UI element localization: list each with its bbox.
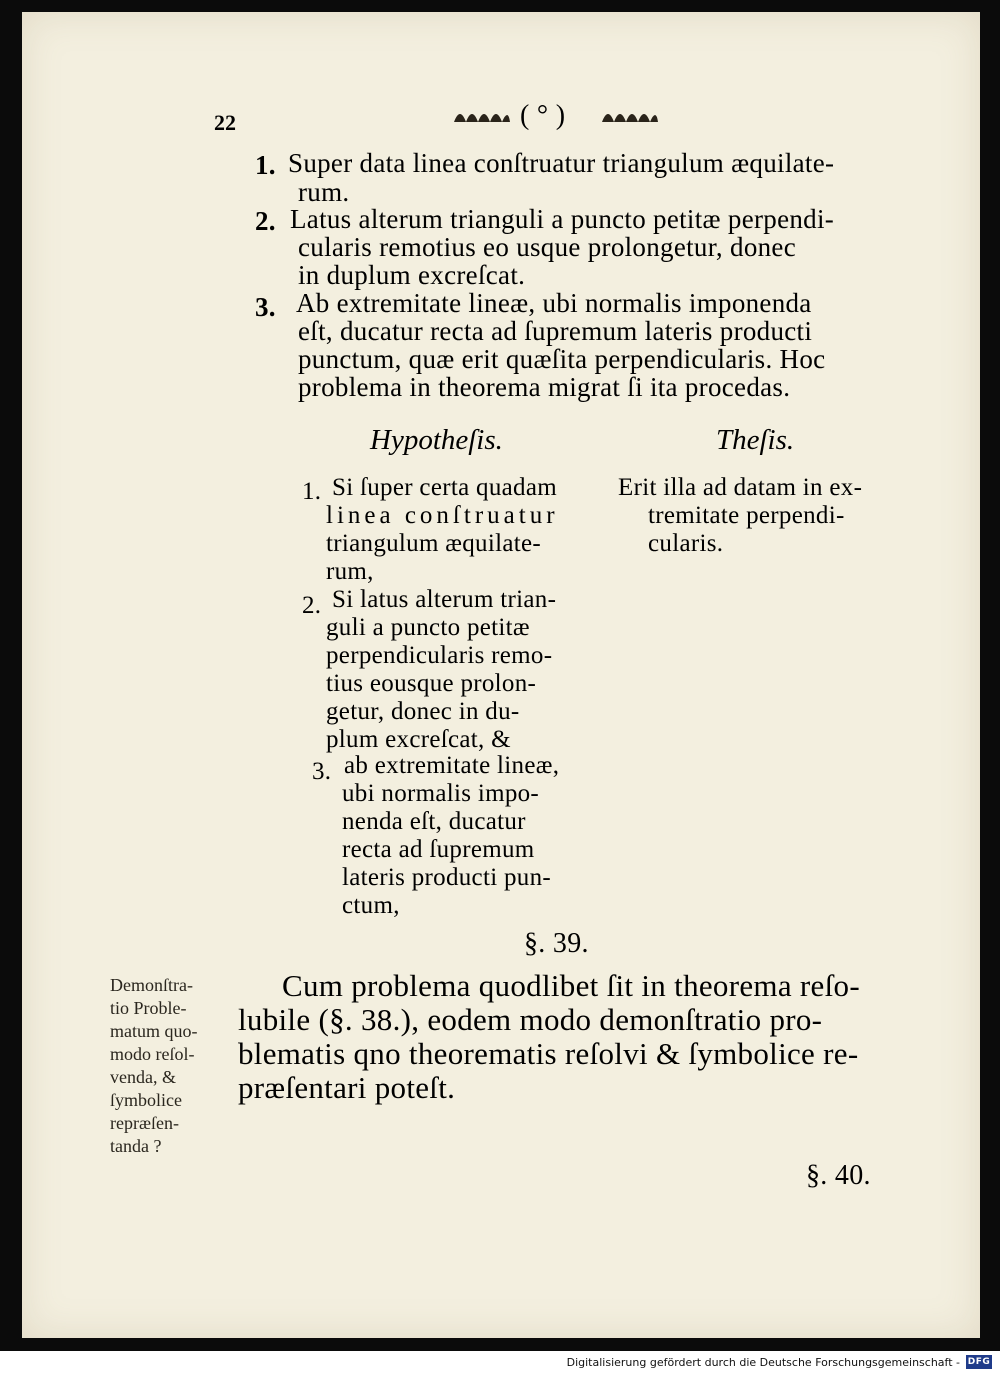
ornament-right — [600, 104, 660, 126]
margin-note-line-3: matum quo- — [110, 1021, 198, 1041]
hypothesis-3-number: 3. — [312, 758, 332, 785]
step-3-line-3: punctum, quæ erit quæſita perpendicularis. Hoc — [298, 344, 826, 374]
hypothesis-2-line-2: guli a puncto petitæ — [326, 614, 530, 641]
step-2-number: 2. — [255, 206, 276, 236]
step-1-number: 1. — [255, 150, 276, 180]
step-2-line-1: Latus alterum trianguli a puncto petitæ perpendi- — [290, 204, 835, 234]
hypothesis-1-line-2: linea conſtruatur — [326, 502, 559, 529]
margin-note-line-5: venda, & — [110, 1067, 176, 1087]
thesis-line-3: cularis. — [648, 530, 724, 557]
hypothesis-2-line-4: tius eousque prolon- — [326, 670, 537, 697]
hypothesis-3-line-5: lateris producti pun- — [342, 864, 552, 891]
hypothesis-1-line-4: rum, — [326, 558, 374, 585]
step-3-line-2: eſt, ducatur recta ad ſupremum lateris producti — [298, 316, 813, 346]
thesis-line-1: Erit illa ad datam in ex- — [618, 474, 863, 501]
step-1-line-1: Super data linea conſtruatur triangulum æquilate- — [288, 148, 835, 178]
hypothesis-2-line-1: Si latus alterum trian- — [332, 586, 557, 613]
paragraph-39-line-2: lubile (§. 38.), eodem modo demonſtratio pro- — [238, 1002, 823, 1037]
thesis-line-2: tremitate perpendi- — [648, 502, 845, 529]
header-center-mark: ( ° ) — [520, 100, 566, 131]
paragraph-39-line-1: Cum problema quodlibet ſit in theorema reſo- — [282, 968, 860, 1003]
margin-note-line-1: Demonſtra- — [110, 975, 193, 995]
hypothesis-2-line-6: plum excreſcat, & — [326, 726, 511, 753]
hypothesis-3-line-3: nenda eſt, ducatur — [342, 808, 526, 835]
step-3-number: 3. — [255, 292, 276, 322]
section-40-catchword: §. 40. — [806, 1160, 871, 1191]
hypothesis-heading: Hypotheſis. — [370, 424, 503, 456]
step-1-line-2: rum. — [298, 177, 350, 207]
paragraph-39-line-4: præſentari poteſt. — [238, 1070, 456, 1105]
hypothesis-3-line-6: ctum, — [342, 892, 400, 919]
hypothesis-3-line-1: ab extremitate lineæ, — [344, 752, 560, 779]
step-3-line-1: Ab extremitate lineæ, ubi normalis imponenda — [296, 288, 812, 318]
margin-note-line-7: repræſen- — [110, 1113, 179, 1133]
margin-note-line-2: tio Proble- — [110, 998, 187, 1018]
thesis-heading: Theſis. — [716, 424, 795, 456]
page-number: 22 — [214, 110, 236, 135]
margin-note-line-6: ſymbolice — [110, 1090, 182, 1110]
hypothesis-1-line-3: triangulum æquilate- — [326, 530, 541, 557]
margin-note-line-8: tanda ? — [110, 1136, 162, 1156]
step-2-line-3: in duplum excreſcat. — [298, 260, 526, 290]
dfg-logo-icon: DFG — [967, 1357, 991, 1367]
footer-credit: Digitalisierung gefördert durch die Deutsche Forschungsgemeinschaft - — [566, 1356, 960, 1369]
hypothesis-3-line-2: ubi normalis impo- — [342, 780, 540, 807]
step-2-line-2: cularis remotius eo usque prolongetur, donec — [298, 232, 796, 262]
step-3-line-4: problema in theorema migrat ſi ita procedas. — [298, 372, 791, 402]
paragraph-39-line-3: blematis qno theorematis reſolvi & ſymbolice re- — [238, 1036, 859, 1071]
ornament-left — [452, 104, 512, 126]
hypothesis-1-line-1: Si ſuper certa quadam — [332, 474, 557, 501]
section-39-heading: §. 39. — [524, 928, 589, 959]
hypothesis-2-line-5: getur, donec in du- — [326, 698, 520, 725]
margin-note-line-4: modo reſol- — [110, 1044, 195, 1064]
hypothesis-2-number: 2. — [302, 592, 322, 619]
hypothesis-3-line-4: recta ad ſupremum — [342, 836, 535, 863]
hypothesis-2-line-3: perpendicularis remo- — [326, 642, 553, 669]
hypothesis-1-number: 1. — [302, 478, 322, 505]
